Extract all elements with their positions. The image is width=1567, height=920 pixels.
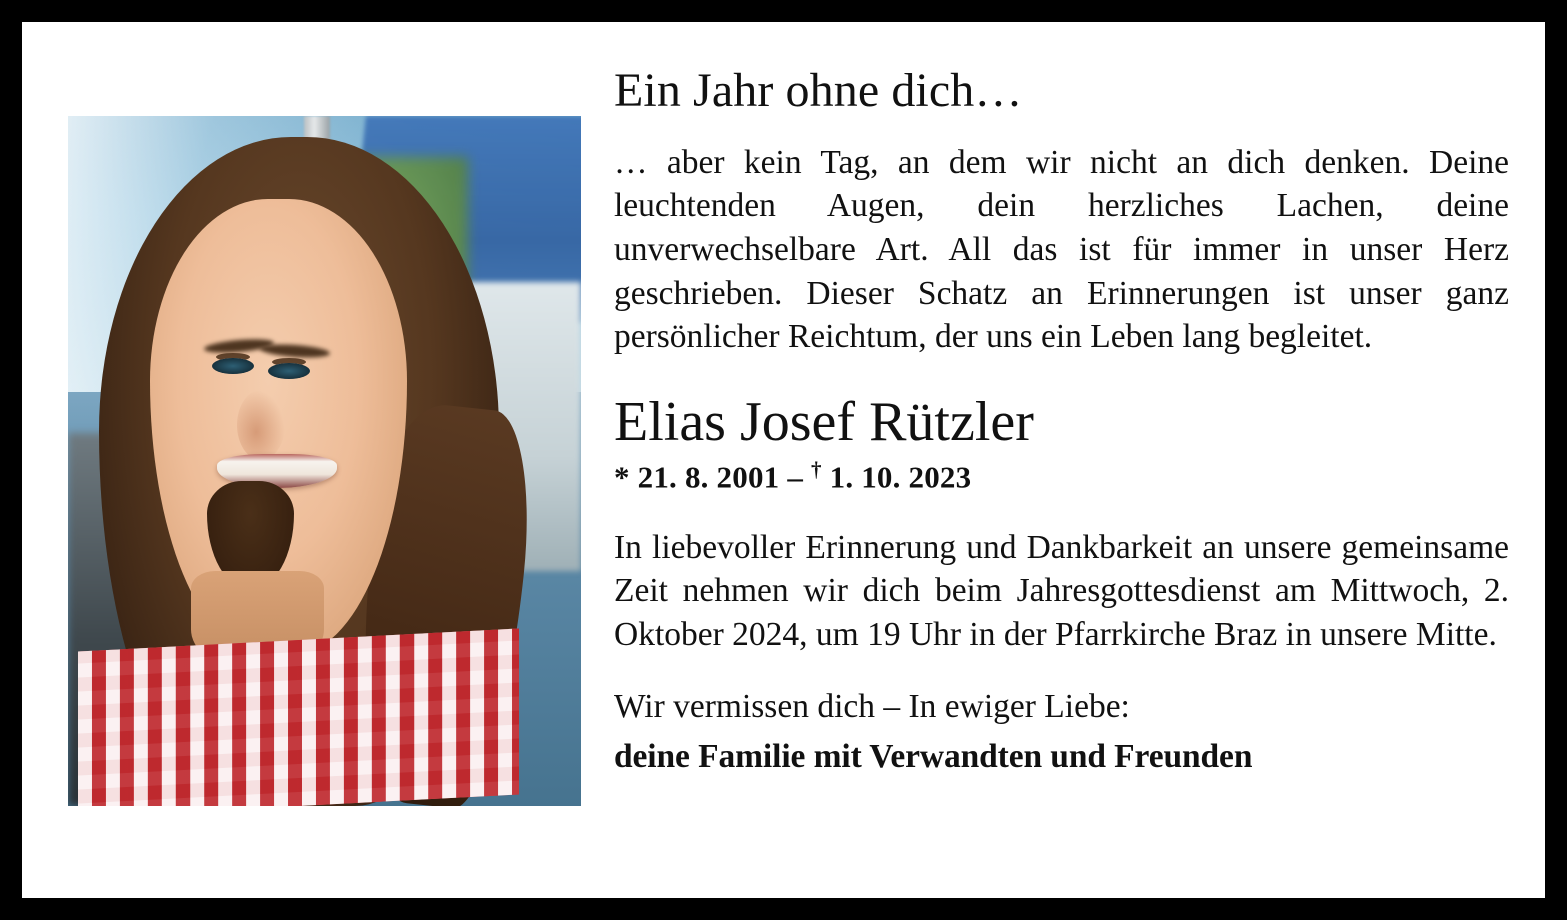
death-date: 1. 10. 2023 bbox=[829, 459, 972, 495]
photo-eye-left bbox=[212, 358, 254, 374]
text-column bbox=[588, 44, 1515, 874]
birth-symbol: * bbox=[614, 459, 630, 495]
closing-line: Wir vermissen dich – In ewiger Liebe: bbox=[614, 688, 1130, 726]
photo-eye-right bbox=[268, 363, 310, 379]
birth-date: 21. 8. 2001 bbox=[637, 459, 780, 495]
service-announcement: In liebevoller Erinnerung und Dankbarkeit an unsere gemeinsame Zeit nehmen wir dich beim Jahresgottesdienst am Mittwoch, 2. Oktober 2024, um 19 Uhr in der Pfarrkirche Braz in unsere Mitte. bbox=[614, 528, 1509, 653]
headline: Ein Jahr ohne dich… bbox=[614, 64, 1023, 117]
family-signature: deine Familie mit Verwandten und Freunden bbox=[614, 738, 1253, 776]
notice-inner bbox=[22, 22, 1545, 898]
deceased-name: Elias Josef Rützler bbox=[614, 390, 1034, 453]
death-symbol: † bbox=[810, 457, 822, 482]
memorial-verse: … aber kein Tag, an dem wir nicht an dich denken. Deine leuchtenden Augen, dein herzliches Lachen, deine unverwechselbare Art. All das ist für immer in unser Herz geschrieben. Dieser Schatz an Erinnerungen ist unser ganz persönlicher Reichtum, der uns ein Leben lang begleitet. bbox=[614, 143, 1509, 356]
life-dates bbox=[614, 457, 1509, 495]
portrait-column bbox=[68, 44, 588, 874]
photo-checked-shirt bbox=[78, 629, 519, 806]
date-separator: – bbox=[787, 459, 804, 495]
portrait-photo bbox=[68, 116, 581, 806]
photo-nose bbox=[237, 390, 285, 460]
photo-eyebrow-right bbox=[260, 342, 331, 359]
